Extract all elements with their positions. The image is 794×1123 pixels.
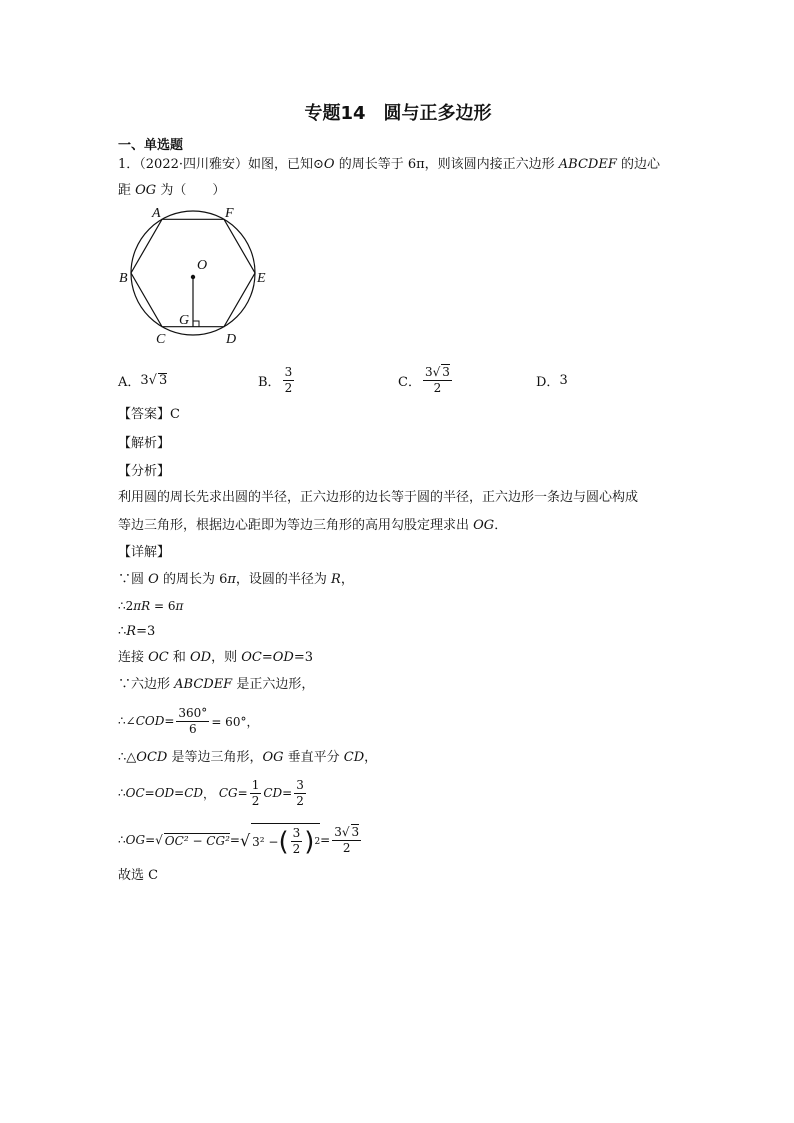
analysis-heading: 【解析】 [118, 436, 171, 451]
label-b: B [119, 271, 128, 286]
conclusion-line: 故选 C [118, 868, 159, 883]
step-6: ∴∠ COD = $\frac{360^\circ}{6}$ = 60°， [118, 705, 259, 736]
label-a: A [152, 206, 161, 221]
question-line-2: 距 OG 为（ ） [118, 183, 226, 198]
option-b[interactable]: B． $\frac{3}{2}$ [258, 364, 293, 395]
title-topic-name: 圆与正多边形 [383, 103, 492, 124]
fenxi-line-2: 等边三角形，根据边心距即为等边三角形的高用勾股定理求出 OG． [118, 518, 508, 533]
answer-line: 【答案】C [118, 407, 180, 422]
label-f: F [225, 206, 234, 221]
center-point-o [191, 275, 195, 279]
label-o: O [197, 258, 208, 273]
step-5: ∵六边形 ABCDEF 是正六边形， [118, 677, 315, 692]
step-8: ∴ OC=OD=CD ， CG = $\frac{1}{2}$ CD = $\frac{3}{2}$ [118, 777, 304, 808]
fraction: $\frac{1}{2}$ [251, 777, 260, 808]
xiangjie-heading: 【详解】 [118, 545, 171, 560]
fraction: $\frac{360^\circ}{6}$ [178, 705, 208, 736]
option-a[interactable]: A． 3 √ 3 [118, 372, 168, 390]
option-d[interactable]: D． 3 [536, 372, 568, 390]
step-4: 连接 OC 和 OD，则 OC=OD=3 [118, 650, 313, 665]
question-line-1: 1．（2022·四川雅安）如图，已知⊙O 的周长等于 6π，则该圆内接正六边形 ABCDEF 的边心 [118, 157, 660, 172]
step-2: ∴2πR = 6π [118, 599, 184, 613]
option-c[interactable]: C． $\frac{3√ 3}{2}$ [398, 365, 450, 395]
label-c: C [156, 332, 166, 347]
step-1: ∵圆 O 的周长为 6π，设圆的半径为 R， [118, 572, 354, 587]
step-9: ∴ OG = √ OC² − CG² = √ 3² − ( $\frac{3}{2}$ ) 2 = $\frac{3√ 3}{2}$ [118, 825, 360, 857]
title-topic-number: 专题14 [304, 103, 366, 124]
step-7: ∴△OCD 是等边三角形，OG 垂直平分 CD， [118, 750, 378, 765]
label-g: G [179, 313, 190, 328]
label-e: E [257, 271, 266, 286]
label-d: D [226, 332, 237, 347]
section-heading: 一、单选题 [118, 138, 184, 153]
hexagon-figure [118, 205, 278, 350]
fraction: $\frac{3}{2}$ [296, 777, 304, 808]
fraction: $\frac{3}{2}$ [284, 364, 293, 395]
step-3: ∴R=3 [118, 624, 156, 639]
fraction: $\frac{3√ 3}{2}$ [334, 825, 360, 855]
fraction: $\frac{3}{2}$ [292, 826, 301, 856]
page-title [118, 99, 678, 125]
fenxi-line-1: 利用圆的周长先求出圆的半径，正六边形的边长等于圆的半径，正六边形一条边与圆心构成 [118, 490, 639, 505]
fenxi-heading: 【分析】 [118, 464, 171, 479]
fraction: $\frac{3√ 3}{2}$ [424, 365, 450, 395]
right-angle-mark [193, 321, 199, 327]
